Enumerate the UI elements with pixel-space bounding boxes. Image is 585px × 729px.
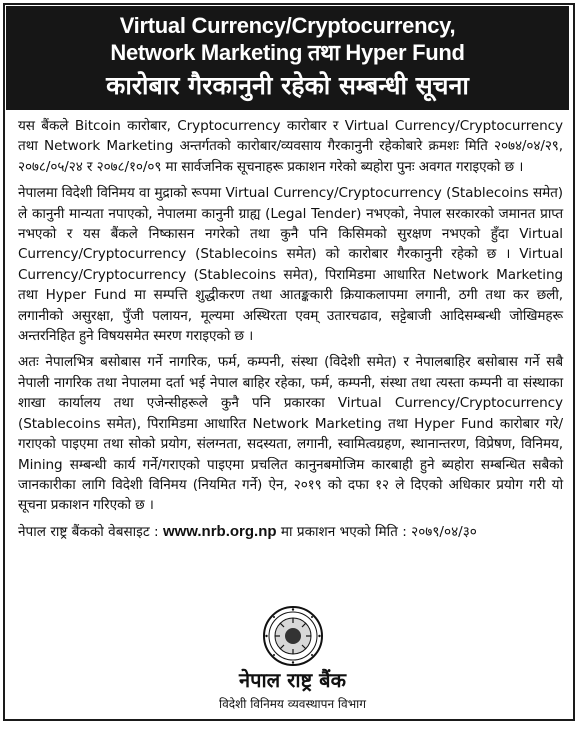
paragraph-1: यस बैंकले Bitcoin कारोबार, Cryptocurrency कारोबार र Virtual Currency/Cryptocurrency तथा Network Marketing अन्तर्गतको कारोबार/व्यवसाय गैरकानुनी रहेकोबारे क्रमशः मिति २०७४/०४/२९, २०७८/०५/२४ र २०७८/१०/०९ मा सार्वजनिक सूचनाहरू प्रकाशन गरेको ब्यहोरा पुनः अवगत गराइएको छ ।: [18, 118, 563, 175]
bank-name: नेपाल राष्ट्र बैंक: [239, 668, 346, 692]
department-name: विदेशी विनिमय व्यवस्थापन विभाग: [218, 697, 367, 711]
header-title-line-3: कारोबार गैरकानुनी रहेको सम्बन्धी सूचना: [106, 71, 469, 100]
header-title-line-1: Virtual Currency/Cryptocurrency,: [119, 13, 456, 38]
website-link[interactable]: www.nrb.org.np: [162, 522, 277, 540]
website-publication-line: [18, 522, 563, 542]
paragraph-2: नेपालमा विदेशी विनिमय वा मुद्राको रूपमा Virtual Currency/Cryptocurrency (Stablecoins समेत) ले कानुनी मान्यता नपाएको, नेपालमा कानुनी ग्राह्य (Legal Tender) नभएको, नेपाल सरकारको जमानत प्राप्त नभएको र यस बैंकले निष्कासन नगरेको तथा कुनै पनि किसिमको सुरक्षण नभएको हुँदा Virtual Currency/Cryptocurrency (Stablecoins समेत) को कारोबार गैरकानुनी रहेको छ । Virtual Currency/Cryptocurrency (Stablecoins समेत), पिरामिडमा आधारित Network Marketing तथा Hyper Fund मा सम्पत्ति शुद्धीकरण तथा आतङ्ककारी क्रियाकलापमा लगानी, ठगी तथा कर छली, लगानीको असुरक्षा, पुँजी पलायन, मूल्यमा अस्थिरता एवम् उतारचढाव, सट्टेबाजी आदिसम्बन्धी जोखिमहरू अन्तरनिहित हुने विषयसमेत स्मरण गराइएको छ ।: [18, 185, 563, 345]
nrb-seal-icon: [262, 605, 324, 667]
publication-date: मा प्रकाशन भएको मिति : २०७९/०४/३०: [280, 523, 477, 540]
notice-body: [18, 116, 563, 542]
notice-header: [6, 6, 569, 110]
header-title-line-2: Network Marketing तथा Hyper Fund: [110, 40, 465, 65]
website-prefix: नेपाल राष्ट्र बैंकको वेबसाइट :: [18, 523, 159, 540]
paragraph-3: अतः नेपालभित्र बसोबास गर्ने नागरिक, फर्म, कम्पनी, संस्था (विदेशी समेत) र नेपालबाहिर बसोबास गर्ने सबै नेपाली नागरिक तथा नेपालमा दर्ता भई नेपाल बाहिर रहेका, फर्म, कम्पनी, संस्था तथा त्यस्ता कम्पनी वा संस्थाका शाखा कार्यालय तथा एजेन्सीहरूले कुनै पनि प्रकारका Virtual Currency/Cryptocurrency (Stablecoins समेत), पिरामिडमा आधारित Network Marketing तथा Hyper Fund कारोबार गरे/गराएको पाइएमा तथा सोको प्रयोग, संलग्नता, सदस्यता, लगानी, स्वामित्वग्रहण, स्थानान्तरण, विप्रेषण, विनिमय, Mining सम्बन्धी कार्य गर्ने/गराएको पाइएमा प्रचलित कानुनबमोजिम कारबाही हुने ब्यहोरा सम्बन्धित सबैको जानकारीका लागि विदेशी विनिमय (नियमित गर्ने) ऐन, २०१९ को दफा १२ ले दिएको अधिकार प्रयोग गरी यो सूचना प्रकाशन गरिएको छ ।: [18, 354, 563, 514]
